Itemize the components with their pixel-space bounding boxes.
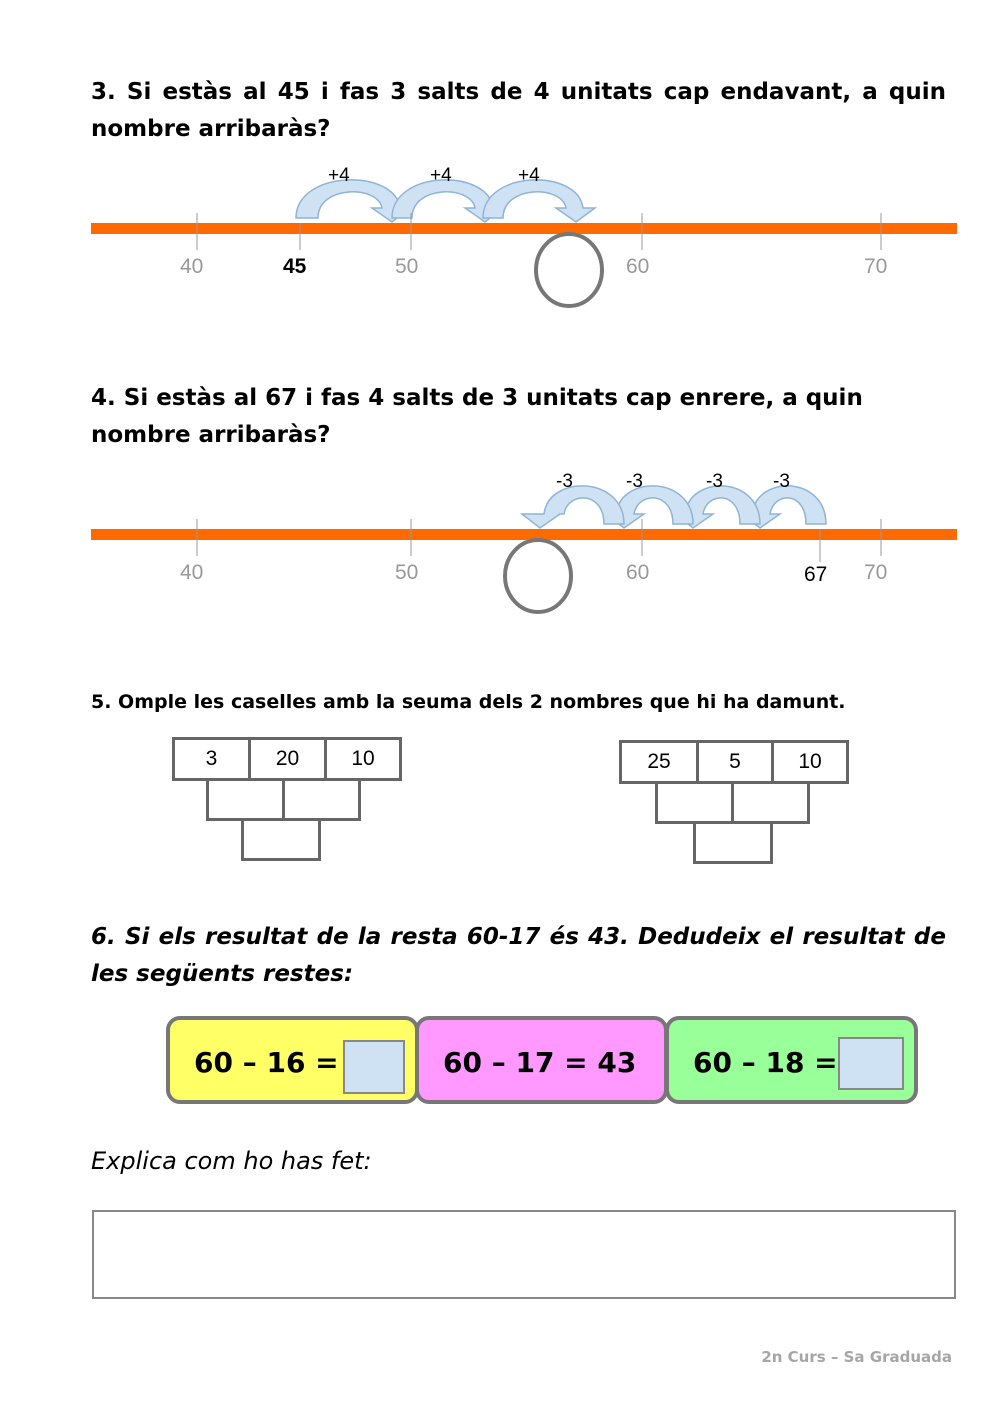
- jump-label: +4: [518, 165, 540, 186]
- pyramid-cell: 20: [248, 737, 327, 781]
- start-label: 45: [283, 255, 307, 278]
- pyramid-answer-cell[interactable]: [206, 778, 285, 821]
- jump-label: -3: [556, 471, 573, 492]
- equation-box-1: [166, 1016, 419, 1104]
- pyramid-cell: 5: [696, 740, 774, 784]
- pyramid-answer-cell[interactable]: [731, 781, 810, 824]
- equation-text: 60 – 17 = 43: [443, 1046, 637, 1079]
- question-5-text: 5. Omple les caselles amb la seuma dels 2 nombres que hi ha damunt.: [91, 691, 846, 713]
- jump-arrow: [522, 486, 624, 528]
- tick-label: 40: [180, 255, 204, 278]
- jump-label: -3: [626, 471, 643, 492]
- answer-circle[interactable]: [505, 540, 571, 612]
- equation-text: 60 – 16 =: [194, 1046, 339, 1079]
- tick-label: 70: [864, 255, 888, 278]
- explanation-input[interactable]: [92, 1210, 956, 1299]
- pyramid-cell: 3: [172, 737, 251, 781]
- pyramid-answer-cell[interactable]: [241, 818, 321, 861]
- pyramid-cell: 10: [771, 740, 849, 784]
- equation-text: 60 – 18 =: [693, 1046, 838, 1079]
- question-4-text: 4. Si estàs al 67 i fas 4 salts de 3 unitats cap enrere, a quin nombre arribaràs?: [91, 385, 863, 448]
- question-3-text: 3. Si estàs al 45 i fas 3 salts de 4 unitats cap endavant, a quin nombre arribaràs?: [91, 79, 946, 142]
- equation-box-3: [665, 1016, 918, 1104]
- answer-box[interactable]: [343, 1040, 405, 1094]
- start-label: 67: [804, 563, 828, 586]
- number-line-q4-graphic: [0, 0, 1000, 640]
- jump-label: +4: [430, 165, 452, 186]
- question-6-text: 6. Si els resultat de la resta 60-17 és 43. Dedudeix el resultat de les següents restes:: [91, 924, 946, 987]
- equation-box-2: [415, 1016, 668, 1104]
- pyramid-answer-cell[interactable]: [693, 821, 773, 864]
- jump-label: -3: [773, 471, 790, 492]
- pyramid-cell: 25: [619, 740, 699, 784]
- pyramid-cell: 10: [324, 737, 402, 781]
- tick-label: 50: [395, 561, 419, 584]
- pyramid-answer-cell[interactable]: [655, 781, 734, 824]
- tick-label: 60: [626, 255, 650, 278]
- tick-label: 40: [180, 561, 204, 584]
- tick-label: 70: [864, 561, 888, 584]
- jump-label: -3: [706, 471, 723, 492]
- answer-box[interactable]: [838, 1037, 904, 1090]
- jump-label: +4: [328, 165, 350, 186]
- tick-label: 60: [626, 561, 650, 584]
- pyramid-answer-cell[interactable]: [282, 778, 361, 821]
- number-line-bar: [91, 529, 957, 540]
- tick-label: 50: [395, 255, 419, 278]
- explain-label: Explica com ho has fet:: [91, 1147, 372, 1175]
- footer-text: 2n Curs – Sa Graduada: [761, 1348, 952, 1366]
